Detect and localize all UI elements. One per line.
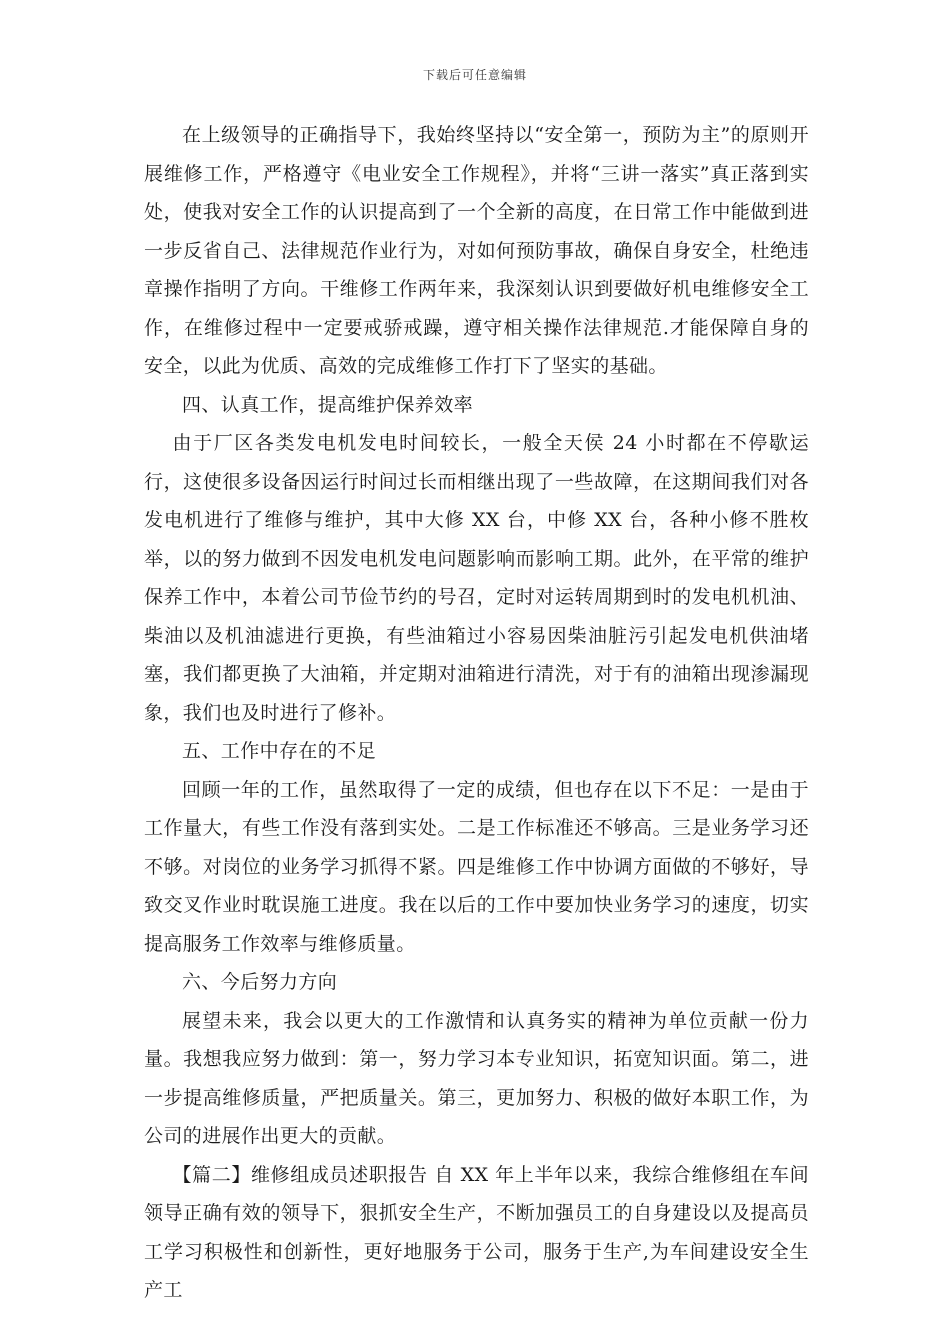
- paragraph-shortcomings: 回顾一年的工作，虽然取得了一定的成绩，但也存在以下不足：一是由于工作量大，有些工作没有落到实处。二是工作标准还不够高。三是业务学习还不够。对岗位的业务学习抓得不紧。四是维修工作中协调方面做的不够好，导致交叉作业时耽误施工进度。我在以后的工作中要加快业务学习的速度，切实提高服务工作效率与维修质量。: [144, 778, 809, 955]
- section-heading-4: 四、认真工作，提高维护保养效率: [182, 393, 474, 416]
- paragraph-safety: 在上级领导的正确指导下，我始终坚持以“安全第一，预防为主”的原则开展维修工作，严格遵守《电业安全工作规程》，并将“三讲一落实”真正落到实处，使我对安全工作的认识提高到了一个全新的高度，在日常工作中能做到进一步反省自己、法律规范作业行为，对如何预防事故，确保自身安全，杜绝违章操作指明了方向。干维修工作两年来，我深刻认识到要做好机电维修安全工作，在维修过程中一定要戒骄戒躁，遵守相关操作法律规范.才能保障自身的安全，以此为优质、高效的完成维修工作打下了坚实的基础。: [144, 124, 809, 377]
- paragraph-future: 展望未来，我会以更大的工作激情和认真务实的精神为单位贡献一份力量。我想我应努力做到：第一，努力学习本专业知识，拓宽知识面。第二，进一步提高维修质量，严把质量关。第三，更加努力、积极的做好本职工作，为公司的进展作出更大的贡献。: [144, 1009, 809, 1147]
- page-header: 下载后可任意编辑: [422, 68, 527, 82]
- paragraph-part-two: 【篇二】维修组成员述职报告 自 XX 年上半年以来，我综合维修组在车间领导正确有效的领导下，狠抓安全生产，不断加强员工的自身建设以及提高员工学习积极性和创新性，更好地服务于公司，服务于生产,为车间建设安全生产工: [144, 1163, 809, 1301]
- section-heading-6: 六、今后努力方向: [182, 971, 338, 993]
- document-body: [144, 116, 809, 1310]
- paragraph-maintenance: 由于厂区各类发电机发电时间较长，一般全天侯 24 小时都在不停歇运行，这使很多设备因运行时间过长而相继出现了一些故障，在这期间我们对各发电机进行了维修与维护，其中大修 XX 台，中修 XX 台，各种小修不胜枚举，以的努力做到不因发电机发电问题影响而影响工期。此外，在平常的维护保养工作中，本着公司节俭节约的号召，定时对运转周期到时的发电机机油、柴油以及机油滤进行更换，有些油箱过小容易因柴油脏污引起发电机供油堵塞，我们都更换了大油箱，并定期对油箱进行清洗，对于有的油箱出现渗漏现象，我们也及时进行了修补。: [144, 432, 809, 724]
- section-heading-5: 五、工作中存在的不足: [182, 740, 377, 762]
